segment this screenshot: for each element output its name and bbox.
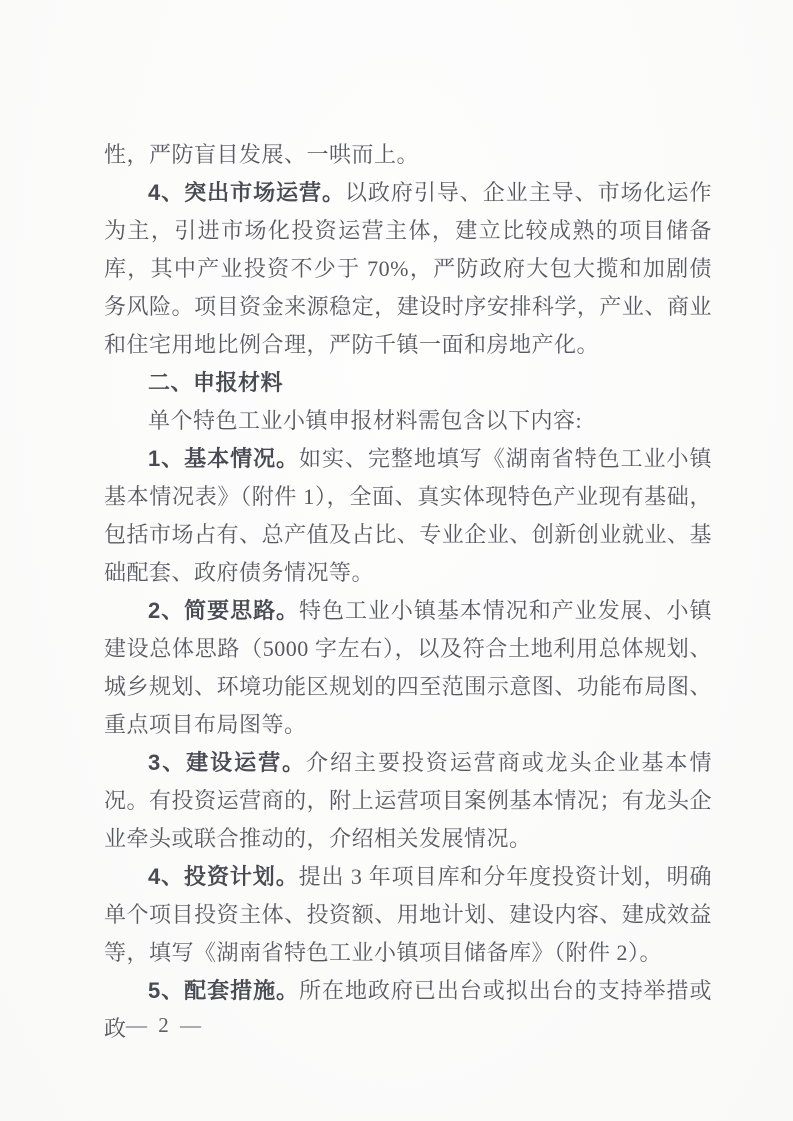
document-body — [104, 136, 712, 1048]
item-text: 如实、完整地填写《湖南省特色工业小镇基本情况表》（附件 1），全面、真实体现特色产业现有基础，包括市场占有、总产值及占比、专业企业、创新创业就业、基础配套、政府债务情况等。 — [104, 446, 712, 585]
paragraph-text: 单个特色工业小镇申报材料需包含以下内容: — [148, 408, 583, 433]
item-brief-plan — [104, 592, 712, 744]
item-lead: 4、投资计划。 — [148, 864, 299, 889]
item-text: 特色工业小镇基本情况和产业发展、小镇建设总体思路（5000 字左右），以及符合土地利用总体规划、城乡规划、环境功能区规划的四至范围示意图、功能布局图、重点项目布局图等。 — [104, 598, 712, 737]
item-lead: 1、基本情况。 — [148, 446, 300, 471]
item-text: 提出 3 年项目库和分年度投资计划，明确单个项目投资主体、投资额、用地计划、建设内容、建成效益等，填写《湖南省特色工业小镇项目储备库》（附件 2）。 — [104, 864, 712, 965]
item-basic-info — [104, 440, 712, 592]
item-construction-operation — [104, 744, 712, 858]
item-lead: 3、建设运营。 — [148, 750, 307, 775]
paragraph-market-operation — [104, 174, 712, 364]
item-lead: 5、配套措施。 — [148, 978, 300, 1003]
paragraph-lead: 4、突出市场运营。 — [148, 180, 345, 205]
paragraph-text: 性，严防盲目发展、一哄而上。 — [104, 142, 420, 167]
item-investment-plan — [104, 858, 712, 972]
item-text: 所在地政府已出台或拟出台的支持举措或政 — [104, 978, 712, 1041]
paragraph-continuation — [104, 136, 712, 174]
section-heading: 二、申报材料 — [148, 370, 284, 395]
page-number: — 2 — — [126, 1013, 204, 1037]
paragraph-text: 以政府引导、企业主导、市场化运作为主，引进市场化投资运营主体，建立比较成熟的项目储备库，其中产业投资不少于 70%，严防政府大包大揽和加剧债务风险。项目资金来源稳定，建设时序安排科学，产业、商业和住宅用地比例合理，严防千镇一面和房地产化。 — [104, 180, 712, 357]
section-intro — [104, 402, 712, 440]
item-lead: 2、简要思路。 — [148, 598, 300, 623]
item-text: 介绍主要投资运营商或龙头企业基本情况。有投资运营商的，附上运营项目案例基本情况；有龙头企业牵头或联合推动的，介绍相关发展情况。 — [104, 750, 712, 851]
